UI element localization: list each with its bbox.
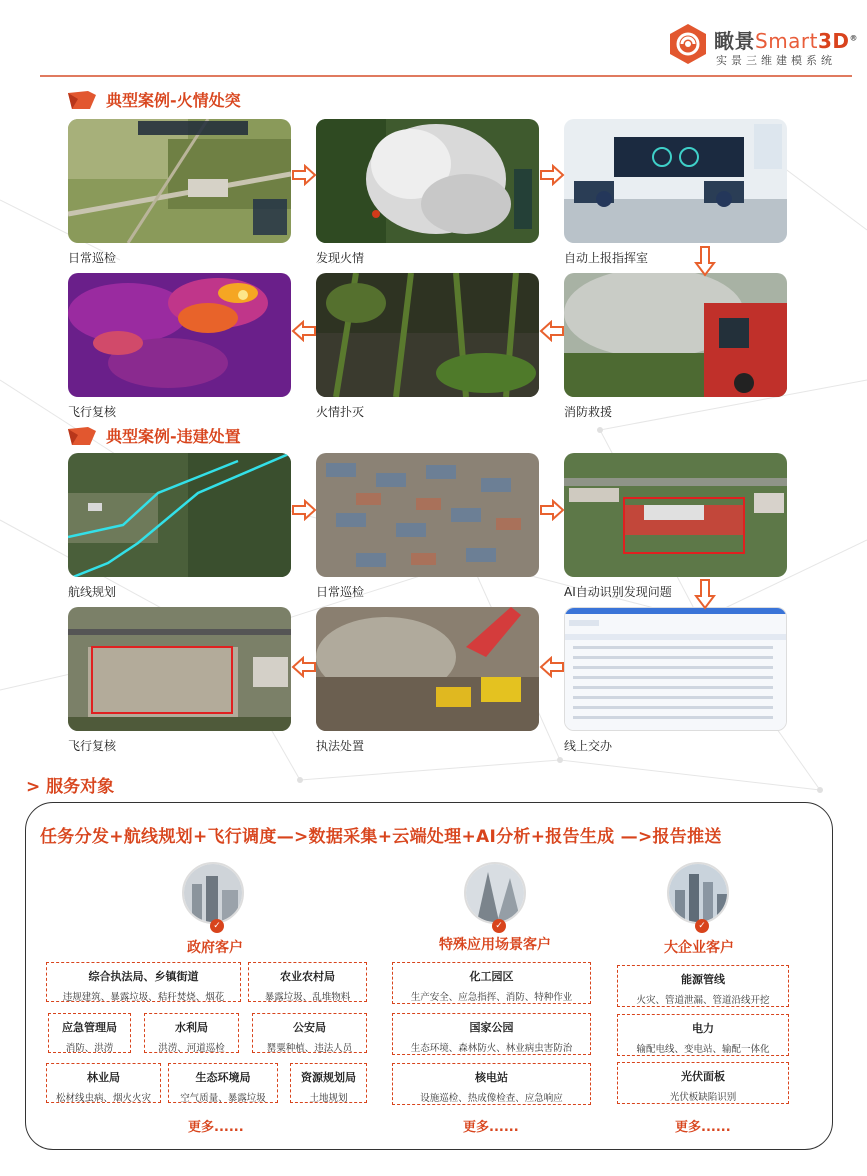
case-step-cell [316,119,539,266]
case-step-label: 日常巡检 [316,585,365,599]
government-category-image [182,862,244,924]
brand-name-3d: 3D [818,29,850,53]
service-card-title: 核电站 [475,1071,508,1084]
service-card-title: 公安局 [293,1021,326,1034]
case-step-cell [564,453,787,600]
service-card-title: 生态环境局 [195,1071,251,1084]
service-card [248,962,367,1002]
service-card [290,1063,367,1103]
section-flag-icon [66,89,98,111]
brand-registered-mark: ® [849,33,859,43]
service-card-title: 综合执法局、乡镇街道 [88,970,199,983]
category-title-enterprise: 大企业客户 [664,940,734,956]
case-step-cell [564,607,787,754]
service-card-desc: 设施巡检、热成像检查、应急响应 [420,1093,563,1104]
photo-command-room [564,119,787,243]
photo-enforcement-demolition [316,607,539,731]
service-card [617,1014,789,1056]
arrow-right-icon [291,164,317,186]
service-card-title: 应急管理局 [62,1021,117,1034]
section-title-building [66,424,241,447]
arrow-right-icon [291,499,317,521]
case-step-label: 消防救援 [564,405,613,419]
arrow-left-icon [291,656,317,678]
case-step-label: 飞行复核 [68,405,117,419]
service-card-title: 农业农村局 [280,970,335,983]
photo-fire-extinguished [316,273,539,397]
service-card-title: 光伏面板 [681,1070,725,1083]
service-card-desc: 空气质量、暴露垃圾 [180,1093,266,1104]
service-card-desc: 消防、洪涝 [65,1043,114,1054]
service-card [392,962,591,1004]
service-card [168,1063,278,1103]
category-title-special: 特殊应用场景客户 [439,937,551,953]
arrow-left-icon [539,320,565,342]
brand-name [714,25,858,54]
arrow-down-icon [694,245,716,277]
brand-logo-icon [668,23,708,65]
section-title-text: 典型案例-火情处突 [106,91,241,110]
category-title-government: 政府客户 [187,940,243,956]
service-card [617,965,789,1007]
photo-thermal-imaging [68,273,291,397]
service-card [392,1063,591,1105]
case-step-cell [316,273,539,420]
enterprise-category-image [667,862,729,924]
photo-online-dispatch-table [564,607,787,731]
case-step-label: 线上交办 [564,739,613,753]
special-scenario-category-image [464,862,526,924]
service-card-title: 化工园区 [469,970,514,983]
section-title-fire [66,88,241,111]
arrow-left-icon [539,656,565,678]
service-card-desc: 火灾、管道泄漏、管道沿线开挖 [636,995,770,1006]
service-card-desc: 生产安全、应急指挥、消防、特种作业 [410,992,573,1003]
arrow-left-icon [291,320,317,342]
service-card-desc: 洪涝、河道巡检 [158,1043,225,1054]
service-card-title: 水利局 [175,1021,208,1034]
case-step-label: 航线规划 [68,585,117,599]
service-card [617,1062,789,1104]
brand-name-cn: 瞰景 [714,29,755,53]
photo-village-patrol [316,453,539,577]
service-card-desc: 输配电线、变电站、输配一体化 [636,1044,770,1055]
check-icon: ✓ [492,919,506,933]
service-card-desc: 违规建筑、暴露垃圾、秸秆焚烧、烟花 [62,992,225,1003]
case-step-label: 火情扑灭 [316,405,365,419]
service-card-title: 林业局 [87,1071,120,1084]
photo-fire-smoke [316,119,539,243]
case-step-label: 日常巡检 [68,251,117,265]
more-link[interactable]: 更多...... [188,1120,244,1135]
brand-name-smart: Smart [755,29,818,53]
service-card-title: 资源规划局 [301,1071,356,1084]
service-card-desc: 生态环境、森林防火、林业病虫害防治 [410,1043,573,1054]
photo-review-flight [68,607,291,731]
services-title: > 服务对象 [26,777,115,797]
case-step-label: 自动上报指挥室 [564,251,649,265]
case-step-cell [316,607,539,754]
header-divider [40,75,852,77]
service-card [392,1013,591,1055]
case-step-cell [68,273,291,420]
brand-subtitle: 实景三维建模系统 [716,54,836,67]
service-card-desc: 罂粟种植、违法人员 [266,1043,353,1054]
service-card-desc: 光伏板缺陷识别 [669,1092,737,1103]
more-link[interactable]: 更多...... [675,1120,731,1135]
service-card [48,1013,131,1053]
service-card-desc: 土地规划 [309,1093,348,1104]
case-step-label: AI自动识别发现问题 [564,585,672,599]
check-icon: ✓ [695,919,709,933]
case-step-cell [68,453,291,600]
service-card-title: 电力 [692,1022,714,1035]
section-flag-icon [66,425,98,447]
service-card [46,1063,161,1103]
more-link[interactable]: 更多...... [463,1120,519,1135]
case-step-cell [68,119,291,266]
case-step-label: 执法处置 [316,739,365,753]
case-step-cell [316,453,539,600]
service-card-desc: 暴露垃圾、乱堆物料 [264,992,351,1003]
service-card [144,1013,239,1053]
photo-ai-detection [564,453,787,577]
service-card-title: 国家公园 [469,1021,514,1034]
photo-fire-rescue [564,273,787,397]
case-step-label: 飞行复核 [68,739,117,753]
case-step-cell [564,119,787,266]
case-step-cell [68,607,291,754]
check-icon: ✓ [210,919,224,933]
photo-aerial-patrol [68,119,291,243]
arrow-down-icon [694,578,716,610]
service-card [252,1013,367,1053]
section-title-text: 典型案例-违建处置 [106,427,241,446]
brand-logo-block [668,23,858,69]
case-step-cell [564,273,787,420]
case-step-label: 发现火情 [316,251,365,265]
services-workflow: 任务分发+航线规划+飞行调度—>数据采集+云端处理+AI分析+报告生成 —>报告推送 [40,827,722,847]
service-card [46,962,241,1002]
arrow-right-icon [539,164,565,186]
arrow-right-icon [539,499,565,521]
service-card-desc: 松材线虫病、烟火火灾 [55,1093,151,1104]
service-card-title: 能源管线 [681,973,725,986]
photo-route-planning [68,453,291,577]
